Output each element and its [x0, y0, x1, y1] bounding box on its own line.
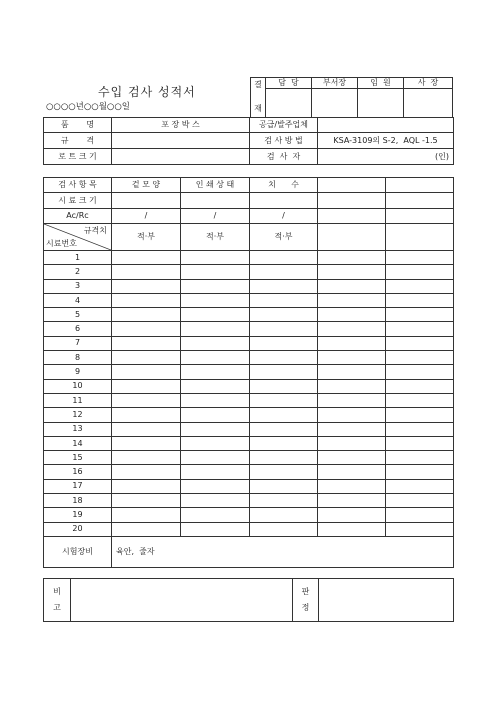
result-cell[interactable] — [250, 422, 318, 436]
supplier-value[interactable] — [318, 118, 454, 133]
item-extra-1[interactable] — [318, 178, 386, 193]
result-cell[interactable] — [112, 322, 181, 336]
sample-row-number: 13 — [44, 422, 112, 436]
sample-row-number: 11 — [44, 393, 112, 407]
result-cell[interactable] — [181, 379, 250, 393]
sample-row-number: 20 — [44, 522, 112, 536]
sample-row-number: 3 — [44, 279, 112, 293]
item-extra-2[interactable] — [386, 178, 454, 193]
result-cell[interactable] — [181, 279, 250, 293]
result-cell[interactable] — [112, 365, 181, 379]
result-cell[interactable] — [386, 293, 454, 307]
result-cell[interactable] — [318, 508, 386, 522]
result-cell[interactable] — [250, 494, 318, 508]
judgment-label — [293, 579, 319, 622]
sample-row-number: 9 — [44, 365, 112, 379]
judgment-label-2: 정 — [301, 603, 310, 612]
acrc-value[interactable] — [386, 209, 454, 224]
approval-sign-manager[interactable] — [312, 89, 358, 118]
result-cell[interactable] — [318, 408, 386, 422]
sample-row-number: 14 — [44, 436, 112, 450]
result-cell[interactable] — [112, 465, 181, 479]
spec-value-label: 규격치 — [83, 226, 107, 235]
result-cell[interactable] — [386, 279, 454, 293]
result-cell[interactable] — [318, 279, 386, 293]
result-cell[interactable] — [112, 308, 181, 322]
result-cell[interactable] — [181, 451, 250, 465]
remarks-label — [44, 579, 71, 622]
page-title: 수입 검사 성적서 — [98, 85, 196, 99]
pass-fail[interactable]: 적·부 — [112, 224, 181, 251]
inspector-seal[interactable]: (인) — [318, 149, 454, 165]
sample-size-cell[interactable] — [181, 193, 250, 209]
result-cell[interactable] — [181, 494, 250, 508]
equipment-value[interactable]: 육안, 줄자 — [112, 536, 454, 567]
result-cell[interactable] — [318, 265, 386, 279]
sample-size-cell[interactable] — [386, 193, 454, 209]
result-cell[interactable] — [112, 265, 181, 279]
result-cell[interactable] — [250, 522, 318, 536]
sample-row-number: 8 — [44, 351, 112, 365]
result-cell[interactable] — [250, 451, 318, 465]
result-cell[interactable] — [181, 508, 250, 522]
sample-row-number: 1 — [44, 251, 112, 265]
result-cell[interactable] — [181, 436, 250, 450]
result-cell[interactable] — [112, 451, 181, 465]
result-cell[interactable] — [181, 265, 250, 279]
product-value[interactable]: 포 장 박 스 — [112, 118, 250, 133]
sample-size-cell[interactable] — [318, 193, 386, 209]
result-cell[interactable] — [112, 479, 181, 493]
result-cell[interactable] — [112, 351, 181, 365]
acrc-value[interactable] — [318, 209, 386, 224]
result-cell[interactable] — [318, 422, 386, 436]
sample-row-number: 18 — [44, 494, 112, 508]
item-print: 인 쇄 상 태 — [181, 178, 250, 193]
item-label: 검 사 항 목 — [44, 178, 112, 193]
sample-row-number: 19 — [44, 508, 112, 522]
result-cell[interactable] — [386, 351, 454, 365]
sample-row-number: 4 — [44, 293, 112, 307]
result-cell[interactable] — [112, 379, 181, 393]
acrc-value[interactable]: / — [112, 209, 181, 224]
judgment-label-1: 판 — [301, 587, 310, 596]
approval-sign-staff[interactable] — [266, 89, 312, 118]
result-cell[interactable] — [386, 322, 454, 336]
result-cell[interactable] — [181, 293, 250, 307]
result-cell[interactable] — [112, 279, 181, 293]
sample-size-cell[interactable] — [250, 193, 318, 209]
inspection-table — [43, 177, 454, 568]
result-cell[interactable] — [112, 393, 181, 407]
pass-fail[interactable] — [318, 224, 386, 251]
sample-row-number: 12 — [44, 408, 112, 422]
approval-sign-president[interactable] — [404, 89, 453, 118]
result-cell[interactable] — [386, 508, 454, 522]
result-cell[interactable] — [386, 479, 454, 493]
result-cell[interactable] — [112, 336, 181, 350]
result-cell[interactable] — [318, 436, 386, 450]
result-cell[interactable] — [318, 522, 386, 536]
result-cell[interactable] — [318, 494, 386, 508]
judgment-value[interactable] — [319, 579, 454, 622]
result-cell[interactable] — [181, 393, 250, 407]
result-cell[interactable] — [112, 494, 181, 508]
result-cell[interactable] — [181, 522, 250, 536]
inspector-label: 검 사 자 — [250, 149, 318, 165]
result-cell[interactable] — [318, 393, 386, 407]
result-cell[interactable] — [386, 251, 454, 265]
remarks-value[interactable] — [71, 579, 293, 622]
result-cell[interactable] — [318, 251, 386, 265]
result-cell[interactable] — [181, 465, 250, 479]
approval-table — [250, 77, 453, 118]
result-cell[interactable] — [250, 508, 318, 522]
supplier-label: 공급/발주업체 — [250, 118, 318, 133]
result-cell[interactable] — [181, 479, 250, 493]
equipment-label: 시험장비 — [44, 536, 112, 567]
result-cell[interactable] — [386, 451, 454, 465]
result-cell[interactable] — [318, 293, 386, 307]
result-cell[interactable] — [386, 336, 454, 350]
result-cell[interactable] — [181, 422, 250, 436]
result-cell[interactable] — [386, 494, 454, 508]
result-cell[interactable] — [318, 451, 386, 465]
spec-sample-header — [44, 224, 112, 251]
acrc-label: Ac/Rc — [44, 209, 112, 224]
result-cell[interactable] — [386, 379, 454, 393]
result-cell[interactable] — [386, 436, 454, 450]
result-cell[interactable] — [386, 265, 454, 279]
approval-col-president: 사 장 — [404, 78, 453, 89]
result-cell[interactable] — [318, 379, 386, 393]
result-cell[interactable] — [250, 408, 318, 422]
method-value[interactable]: KSA-3109의 S-2, AQL -1.5 — [318, 133, 454, 149]
remarks-label-1: 비 — [53, 587, 61, 596]
report-date: ○○○○년○○월○○일 — [46, 102, 130, 112]
result-cell[interactable] — [181, 365, 250, 379]
approval-col-staff: 담 당 — [266, 78, 312, 89]
lot-size-label: 로 트 크 기 — [44, 149, 112, 165]
result-cell[interactable] — [250, 322, 318, 336]
result-cell[interactable] — [181, 336, 250, 350]
product-label: 품 명 — [44, 118, 112, 133]
result-cell[interactable] — [250, 351, 318, 365]
result-cell[interactable] — [250, 465, 318, 479]
result-cell[interactable] — [386, 393, 454, 407]
result-cell[interactable] — [250, 393, 318, 407]
result-cell[interactable] — [250, 308, 318, 322]
result-cell[interactable] — [386, 308, 454, 322]
result-cell[interactable] — [250, 336, 318, 350]
result-cell[interactable] — [318, 465, 386, 479]
result-cell[interactable] — [250, 251, 318, 265]
result-cell[interactable] — [318, 322, 386, 336]
spec-value[interactable] — [112, 133, 250, 149]
result-cell[interactable] — [318, 351, 386, 365]
result-cell[interactable] — [318, 479, 386, 493]
result-cell[interactable] — [181, 251, 250, 265]
sample-size-label: 시 료 크 기 — [44, 193, 112, 209]
item-dimension: 치 수 — [250, 178, 318, 193]
result-cell[interactable] — [250, 479, 318, 493]
result-cell[interactable] — [386, 422, 454, 436]
remarks-label-2: 고 — [53, 603, 61, 612]
approval-label — [251, 78, 266, 118]
acrc-value[interactable]: / — [250, 209, 318, 224]
sample-row-number: 7 — [44, 336, 112, 350]
footer-table — [43, 578, 454, 622]
info-table — [43, 117, 454, 165]
sample-row-number: 16 — [44, 465, 112, 479]
result-cell[interactable] — [112, 508, 181, 522]
result-cell[interactable] — [318, 308, 386, 322]
sample-no-label: 시료번호 — [46, 239, 77, 248]
result-cell[interactable] — [112, 522, 181, 536]
result-cell[interactable] — [250, 436, 318, 450]
result-cell[interactable] — [250, 293, 318, 307]
sample-row-number: 10 — [44, 379, 112, 393]
sample-size-cell[interactable] — [112, 193, 181, 209]
result-cell[interactable] — [250, 279, 318, 293]
result-cell[interactable] — [386, 365, 454, 379]
spec-label: 규 격 — [44, 133, 112, 149]
result-cell[interactable] — [181, 308, 250, 322]
result-cell[interactable] — [181, 322, 250, 336]
pass-fail[interactable] — [386, 224, 454, 251]
result-cell[interactable] — [181, 408, 250, 422]
approval-col-manager: 부서장 — [312, 78, 358, 89]
result-cell[interactable] — [250, 365, 318, 379]
result-cell[interactable] — [112, 436, 181, 450]
result-cell[interactable] — [386, 465, 454, 479]
method-label: 검 사 방 법 — [250, 133, 318, 149]
pass-fail[interactable]: 적·부 — [250, 224, 318, 251]
sample-row-number: 2 — [44, 265, 112, 279]
result-cell[interactable] — [112, 422, 181, 436]
result-cell[interactable] — [386, 408, 454, 422]
result-cell[interactable] — [250, 265, 318, 279]
result-cell[interactable] — [386, 522, 454, 536]
result-cell[interactable] — [318, 365, 386, 379]
sample-row-number: 15 — [44, 451, 112, 465]
approval-label-top: 결 — [254, 80, 262, 89]
result-cell[interactable] — [318, 336, 386, 350]
result-cell[interactable] — [112, 293, 181, 307]
result-cell[interactable] — [112, 408, 181, 422]
result-cell[interactable] — [250, 379, 318, 393]
pass-fail[interactable]: 적·부 — [181, 224, 250, 251]
result-cell[interactable] — [181, 351, 250, 365]
approval-col-director: 임 원 — [358, 78, 404, 89]
lot-size-value[interactable] — [112, 149, 250, 165]
sample-row-number: 5 — [44, 308, 112, 322]
sample-row-number: 17 — [44, 479, 112, 493]
result-cell[interactable] — [112, 251, 181, 265]
acrc-value[interactable]: / — [181, 209, 250, 224]
approval-label-bottom: 재 — [254, 104, 262, 113]
approval-sign-director[interactable] — [358, 89, 404, 118]
item-appearance: 겉 모 양 — [112, 178, 181, 193]
sample-row-number: 6 — [44, 322, 112, 336]
